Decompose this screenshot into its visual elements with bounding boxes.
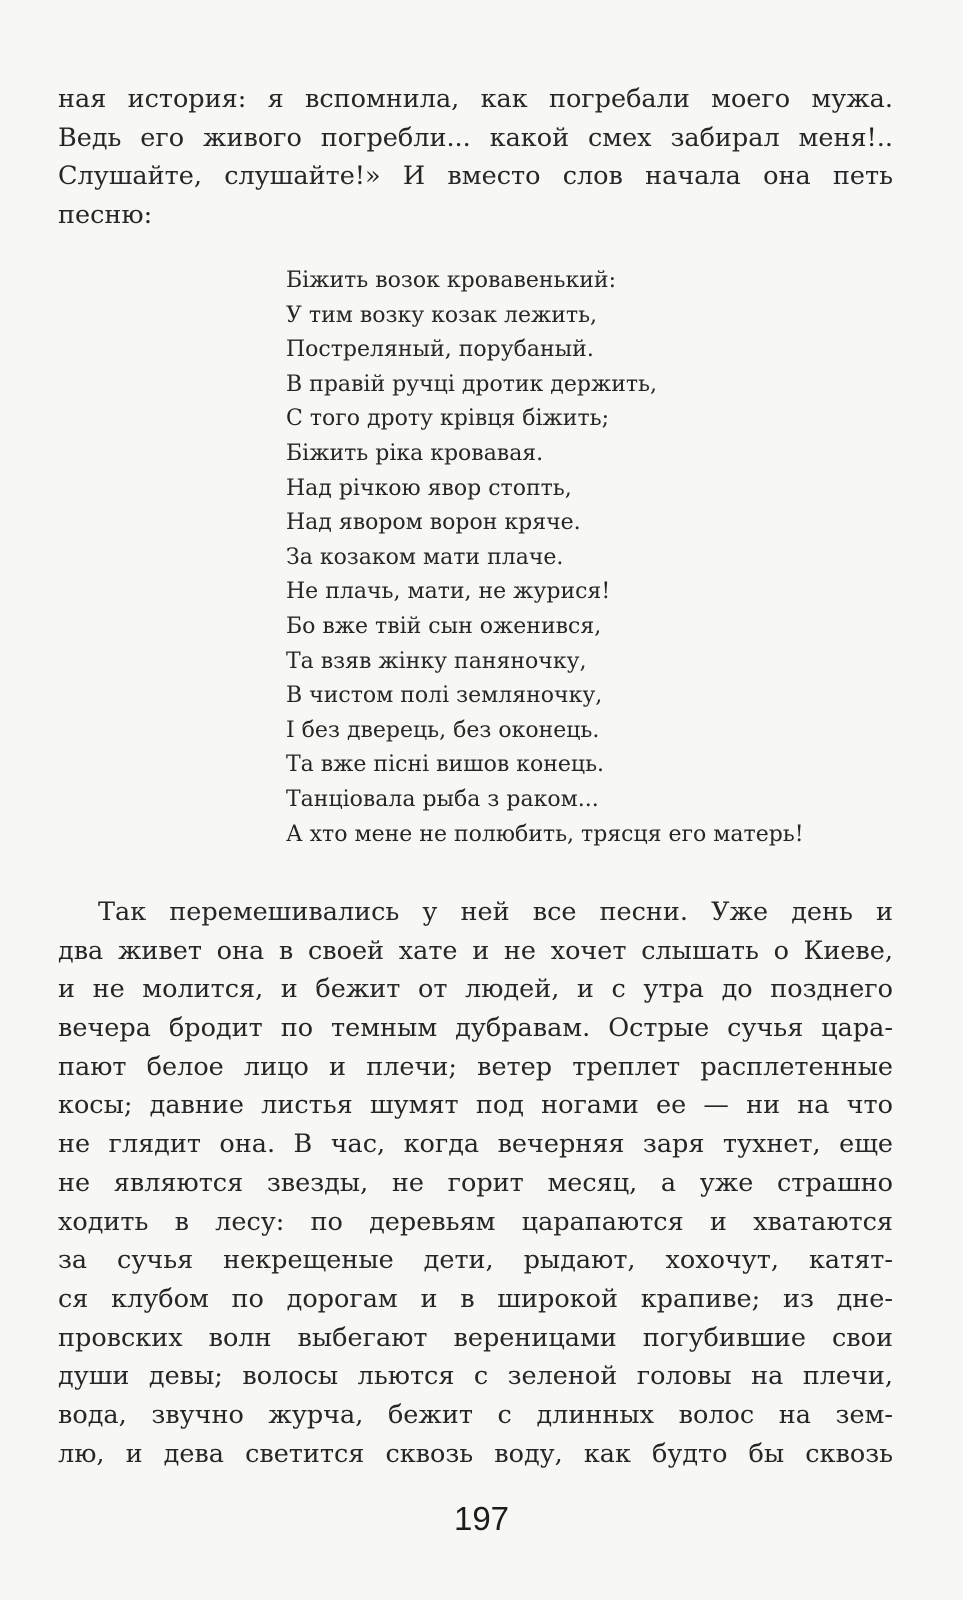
verse-line: Танціовала рыба з раком... — [286, 786, 599, 812]
text-line: Так перемешивались у ней все песни. Уже день и — [98, 897, 893, 927]
text-line: провских волн выбегают вереницами погубившие свои — [58, 1322, 893, 1353]
text-line: пают белое лицо и плечи; ветер треплет расплетенные — [58, 1051, 893, 1082]
text-line: за сучья некрещеные дети, рыдают, хохочут, катят- — [58, 1245, 893, 1276]
text-line: Ведь его живого погребли... какой смех забирал меня!.. — [58, 122, 893, 153]
verse-line: Над явором ворон кряче. — [286, 510, 581, 536]
verse-line: С того дроту крівця біжить; — [286, 406, 610, 432]
verse-line: В правій ручці дротик держить, — [286, 371, 657, 397]
text-line: лю, и дева светится сквозь воду, как будто бы сквозь — [58, 1438, 893, 1469]
main-paragraph — [58, 893, 893, 1473]
text-line: два живет она в своей хате и не хочет слышать о Киеве, — [58, 935, 893, 966]
text-line: не глядит она. В час, когда вечерняя заря тухнет, еще — [58, 1129, 893, 1160]
verse-line: В чистом полі земляночку, — [286, 683, 603, 709]
verse-line: У тим возку козак лежить, — [286, 302, 598, 328]
verse-line: А хто мене не полюбить, трясця его матерь! — [286, 821, 804, 847]
text-line: косы; давние листья шумят под ногами ее — ни на что — [58, 1090, 893, 1121]
text-line: песню: — [58, 199, 153, 230]
intro-paragraph — [58, 80, 893, 234]
text-line: ся клубом по дорогам и в широкой крапиве; из дне- — [58, 1283, 893, 1314]
verse-line: Та взяв жінку паняночку, — [286, 648, 587, 674]
verse-line: Постреляный, порубаный. — [286, 337, 594, 363]
text-line: и не молится, и бежит от людей, и с утра до позднего — [58, 974, 893, 1005]
verse-line: Бо вже твій сын оженився, — [286, 613, 602, 639]
text-line: ходить в лесу: по деревьям царапаются и хватаются — [58, 1206, 893, 1237]
text-line: вода, звучно журча, бежит с длинных волос на зем- — [58, 1399, 893, 1430]
verse-line: Та вже пісні вишов конець. — [286, 752, 605, 778]
verse-line: За козаком мати плаче. — [286, 544, 564, 570]
verse-line: Біжить возок кровавенький: — [286, 268, 616, 293]
verse-line: Біжить ріка кровавая. — [286, 440, 544, 466]
text-line: ная история: я вспомнила, как погребали моего мужа. — [58, 84, 893, 114]
verse-line: Не плачь, мати, не журися! — [286, 579, 611, 605]
page-number: 197 — [453, 1500, 510, 1537]
verse-line: Над річкою явор стопть, — [286, 475, 572, 501]
text-line: Слушайте, слушайте!» И вместо слов начала она петь — [58, 161, 893, 191]
verse-line: І без дверець, без оконець. — [286, 717, 600, 743]
text-line: души девы; волосы льются с зеленой головы на плечи, — [58, 1361, 893, 1392]
text-line: не являются звезды, не горит месяц, а уже страшно — [58, 1167, 893, 1198]
text-line: вечера бродит по темным дубравам. Острые сучья цара- — [58, 1013, 893, 1044]
song-verse — [286, 264, 886, 852]
